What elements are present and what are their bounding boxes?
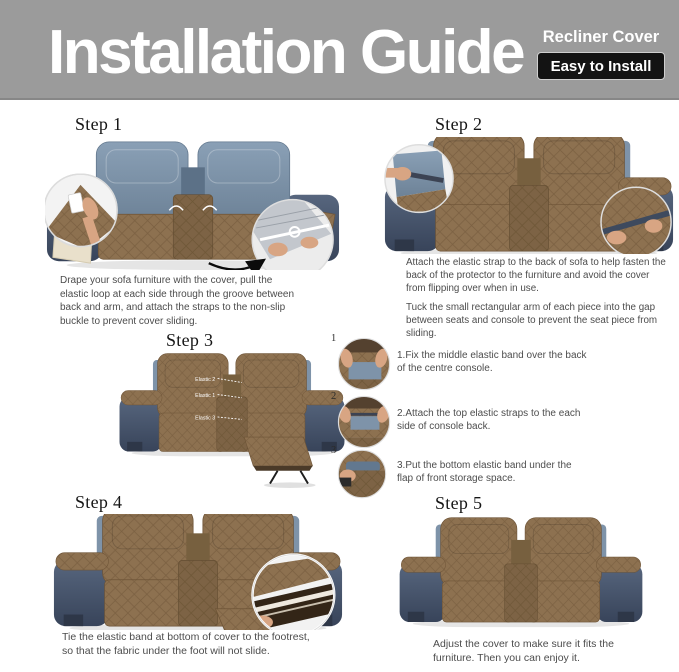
step-4-illustration <box>52 514 344 630</box>
step3-item-1-text: 1.Fix the middle elastic band over the back of the centre console. <box>397 350 587 374</box>
item-number-badge: 2 <box>331 391 337 402</box>
zoom-inset-strap-icon <box>385 145 453 213</box>
step3-item-3-text: 3.Put the bottom elastic band under the flap of front storage space. <box>397 460 572 484</box>
easy-install-badge <box>537 52 665 80</box>
step3-instruction-item-2 <box>331 391 679 451</box>
sofa-illustration-step1 <box>45 138 341 270</box>
elastic-callout-2: Elastic 2 <box>195 376 216 383</box>
step3-item-2-text: 2.Attach the top elastic straps to the each side of console back. <box>397 408 581 432</box>
extended-footrest <box>244 437 312 466</box>
step-2-illustration <box>383 137 675 254</box>
step-2-paragraph-2: Tuck the small rectangular arm of each piece into the gap between seats and console to prevent the seat piece from sliding. <box>406 301 658 339</box>
header-banner <box>0 0 679 100</box>
step-2-paragraph-1: Attach the elastic strap to the back of sofa to help fasten the back of the protector to the furniture and avoid the cover from flipping over when in use. <box>406 257 666 294</box>
step3-inset-2-icon <box>337 395 391 449</box>
step3-instruction-item-3 <box>331 445 679 505</box>
easy-install-badge-label: Easy to Install <box>550 57 652 75</box>
sofa-illustration-step4 <box>52 514 344 630</box>
step3-inset-1-icon <box>337 337 391 391</box>
sofa-illustration-step5 <box>398 516 644 628</box>
step-1-illustration <box>45 138 341 270</box>
step-3-illustration <box>118 352 346 490</box>
step-1-description: Drape your sofa furniture with the cover, pull the elastic loop at each side through the groove between back and arm, and attach the straps to the non-slip buckle to prevent cover sliding. <box>60 275 295 327</box>
step3-inset-3-icon <box>337 449 387 499</box>
product-name: Recliner Cover <box>542 28 660 46</box>
step-4-heading: Step 4 <box>75 492 123 512</box>
step-4-description: Tie the elastic band at bottom of cover to the footrest, so that the fabric under the foot will not slide. <box>62 631 310 657</box>
page-title: Installation Guide <box>48 18 524 87</box>
elastic-callout-3: Elastic 3 <box>195 415 216 422</box>
step-2-description <box>406 257 670 346</box>
step-5-heading: Step 5 <box>435 493 483 513</box>
item-number-badge: 3 <box>331 445 337 456</box>
sofa-illustration-step3 <box>118 352 346 490</box>
step-5-illustration <box>398 516 644 628</box>
step-5-description: Adjust the cover to make sure it fits the furniture. Then you can enjoy it. <box>433 638 614 664</box>
sofa-illustration-step2 <box>383 137 675 254</box>
item-number-badge: 1 <box>331 333 337 344</box>
step-2-heading: Step 2 <box>435 114 483 134</box>
step3-instruction-item-1 <box>331 333 679 393</box>
step-1-heading: Step 1 <box>75 114 123 134</box>
elastic-callout-1: Elastic 1 <box>195 392 216 399</box>
step-3-heading: Step 3 <box>166 330 214 350</box>
